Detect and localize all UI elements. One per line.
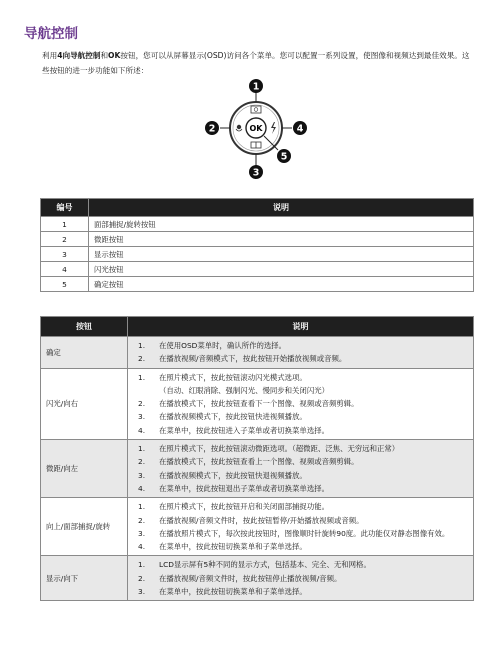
list-item: 2. 在播放模式下，按此按钮查看下一个图像、视频或音频剪辑。 <box>138 399 359 409</box>
list-item: 1. 在照片模式下，按此按钮滚动微距选项。（超微距、泛焦、无穷远和正常） <box>138 444 400 454</box>
callout-2 <box>205 121 219 135</box>
row-description: 面部捕捉/旋转按钮 <box>89 217 474 232</box>
function-list <box>138 500 469 553</box>
row-number: 2 <box>41 232 89 247</box>
list-item: 4. 在菜单中，按此按钮退出子菜单或者切换菜单选择。 <box>138 483 329 493</box>
svg-text:4: 4 <box>296 123 304 135</box>
table-header-row <box>41 199 474 217</box>
row-label: 向上/面部捕捉/旋转 <box>41 498 128 556</box>
svg-text:1: 1 <box>252 81 260 93</box>
list-item: 3. 在菜单中，按此按钮切换菜单和子菜单选择。 <box>138 587 307 597</box>
header-description: 说明 <box>89 199 474 217</box>
list-item: 2. 在播放模式下，按此按钮查看上一个图像、视频或音频剪辑。 <box>138 457 359 467</box>
table-header-row <box>41 317 474 337</box>
svg-text:2: 2 <box>208 123 216 135</box>
table-row-up-face-rotate <box>41 498 474 556</box>
list-item: 3. 在播放视频模式下，按此按钮快进视频播放。 <box>138 412 307 422</box>
list-item: 1. 在使用OSD菜单时，确认所作的选择。 <box>138 341 287 350</box>
row-number: 1 <box>41 217 89 232</box>
list-item: 1. 在照片模式下，按此按钮滚动闪光模式选项。 <box>138 372 307 382</box>
header-number: 编号 <box>41 199 89 217</box>
function-list <box>138 442 469 495</box>
svg-text:5: 5 <box>280 151 288 163</box>
list-item: 2. 在播放视频/音频文件时，按此按钮停止播放视频/音频。 <box>138 573 342 583</box>
row-label: 确定 <box>41 337 128 369</box>
row-description: 显示按钮 <box>89 247 474 262</box>
table-row <box>41 262 474 277</box>
intro-paragraph <box>42 48 472 78</box>
table-row-ok <box>41 337 474 369</box>
list-item: 4. 在菜单中，按此按钮切换菜单和子菜单选择。 <box>138 542 307 552</box>
list-item: 3. 在播放照片模式下，每次按此按钮时，图像顺时针旋转90度。此功能仅对静态图像有效。 <box>138 528 450 538</box>
table-row <box>41 232 474 247</box>
intro-text: 和 <box>100 51 109 60</box>
list-item: 2. 在播放视频/音频文件时，按此按钮暂停/开始播放视频或音频。 <box>138 515 364 525</box>
button-function-table <box>40 316 474 601</box>
row-label: 微距/向左 <box>41 440 128 498</box>
navigation-pad-diagram <box>198 78 314 180</box>
row-number: 5 <box>41 277 89 292</box>
row-label: 闪光/向右 <box>41 368 128 439</box>
table-row <box>41 247 474 262</box>
intro-text: 按钮，您可以从屏幕显示(OSD)访问各个菜单。您可以配置一系列设置，使图像和视频达到最佳效果。这些按钮的进一步功能如下所述： <box>42 51 470 75</box>
header-description: 说明 <box>128 317 474 337</box>
row-label: 显示/向下 <box>41 556 128 601</box>
callout-4 <box>293 121 307 135</box>
section-title: 导航控制 <box>24 26 78 42</box>
list-item: 1. LCD显示屏有5种不同的显示方式，包括基本、完全、无和网格。 <box>138 560 371 570</box>
row-description: 微距按钮 <box>89 232 474 247</box>
list-item: 2. 在播放视频/音频模式下，按此按钮开始播放视频或音频。 <box>138 354 347 364</box>
button-number-table <box>40 198 474 292</box>
table-row <box>41 217 474 232</box>
callout-5 <box>277 149 291 163</box>
function-list <box>138 371 469 437</box>
ok-label: OK <box>249 124 263 133</box>
intro-text: 利用 <box>42 51 58 60</box>
intro-bold-nav: 4向导航控制 <box>57 51 101 60</box>
table-row <box>41 277 474 292</box>
list-item: （自动、红眼消除、强制闪光、慢同步和关闭闪光） <box>159 385 329 395</box>
intro-bold-ok: OK <box>108 51 121 60</box>
list-item: 3. 在播放视频模式下，按此按钮快退视频播放。 <box>138 470 307 480</box>
row-description: 闪光按钮 <box>89 262 474 277</box>
table-row-display-down <box>41 556 474 601</box>
header-button: 按钮 <box>41 317 128 337</box>
callout-3 <box>249 165 263 179</box>
list-item: 1. 在照片模式下，按此按钮开启和关闭面部捕捉功能。 <box>138 502 329 512</box>
table-row-macro-left <box>41 440 474 498</box>
callout-1 <box>249 79 263 93</box>
function-list <box>138 339 469 366</box>
svg-text:3: 3 <box>252 167 260 179</box>
table-row-flash-right <box>41 368 474 439</box>
list-item: 4. 在菜单中，按此按钮进入子菜单或者切换菜单选择。 <box>138 425 329 435</box>
row-number: 3 <box>41 247 89 262</box>
row-number: 4 <box>41 262 89 277</box>
function-list <box>138 558 469 598</box>
row-description: 确定按钮 <box>89 277 474 292</box>
